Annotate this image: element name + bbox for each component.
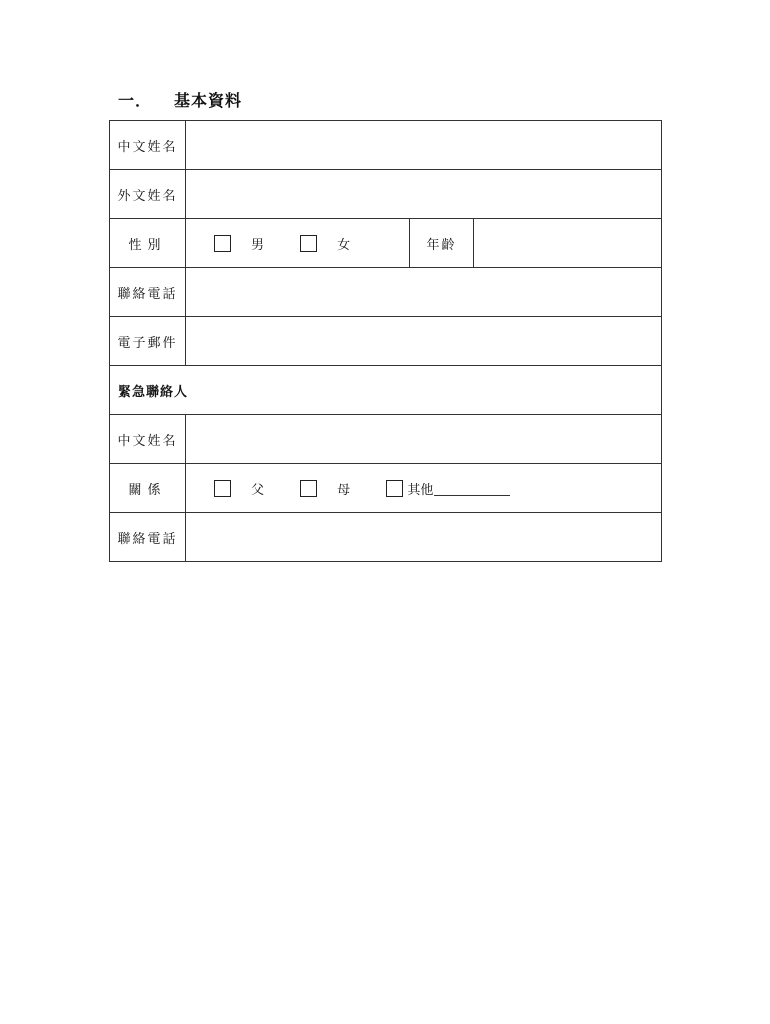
row-relation (110, 464, 662, 513)
basic-info-form (109, 120, 662, 562)
row-foreign-name (110, 170, 662, 219)
row-emergency-header (110, 366, 662, 415)
emergency-name-field[interactable] (186, 415, 662, 464)
emergency-contact-header: 緊急聯絡人 (110, 366, 662, 415)
phone-label: 聯絡電話 (110, 268, 186, 317)
relation-option-mother[interactable] (300, 479, 350, 498)
father-label: 父 (251, 482, 265, 498)
other-checkbox[interactable] (386, 480, 403, 497)
relation-option-other[interactable] (386, 479, 510, 498)
gender-option-female[interactable] (300, 234, 350, 253)
email-field[interactable] (186, 317, 662, 366)
mother-label: 母 (337, 482, 351, 498)
emergency-name-label: 中文姓名 (110, 415, 186, 464)
female-checkbox[interactable] (300, 235, 317, 252)
age-label: 年齡 (410, 219, 474, 268)
row-chinese-name (110, 121, 662, 170)
row-gender (110, 219, 662, 268)
emergency-phone-label: 聯絡電話 (110, 513, 186, 562)
email-label: 電子郵件 (110, 317, 186, 366)
other-fill-line[interactable] (434, 481, 510, 496)
gender-options (186, 219, 410, 268)
relation-label: 關係 (110, 464, 186, 513)
foreign-name-field[interactable] (186, 170, 662, 219)
section-number: 一． (118, 91, 153, 110)
relation-options (186, 464, 662, 513)
row-phone (110, 268, 662, 317)
mother-checkbox[interactable] (300, 480, 317, 497)
male-checkbox[interactable] (214, 235, 231, 252)
section-heading: 基本資料 (174, 91, 243, 110)
female-label: 女 (337, 237, 351, 253)
row-emergency-phone (110, 513, 662, 562)
relation-option-father[interactable] (214, 479, 264, 498)
section-title (118, 88, 242, 111)
foreign-name-label: 外文姓名 (110, 170, 186, 219)
phone-field[interactable] (186, 268, 662, 317)
male-label: 男 (251, 237, 265, 253)
emergency-phone-field[interactable] (186, 513, 662, 562)
gender-label: 性別 (110, 219, 186, 268)
row-email (110, 317, 662, 366)
father-checkbox[interactable] (214, 480, 231, 497)
other-label: 其他 (407, 482, 434, 498)
chinese-name-field[interactable] (186, 121, 662, 170)
row-emergency-name (110, 415, 662, 464)
chinese-name-label: 中文姓名 (110, 121, 186, 170)
gender-option-male[interactable] (214, 234, 264, 253)
age-field[interactable] (474, 219, 662, 268)
